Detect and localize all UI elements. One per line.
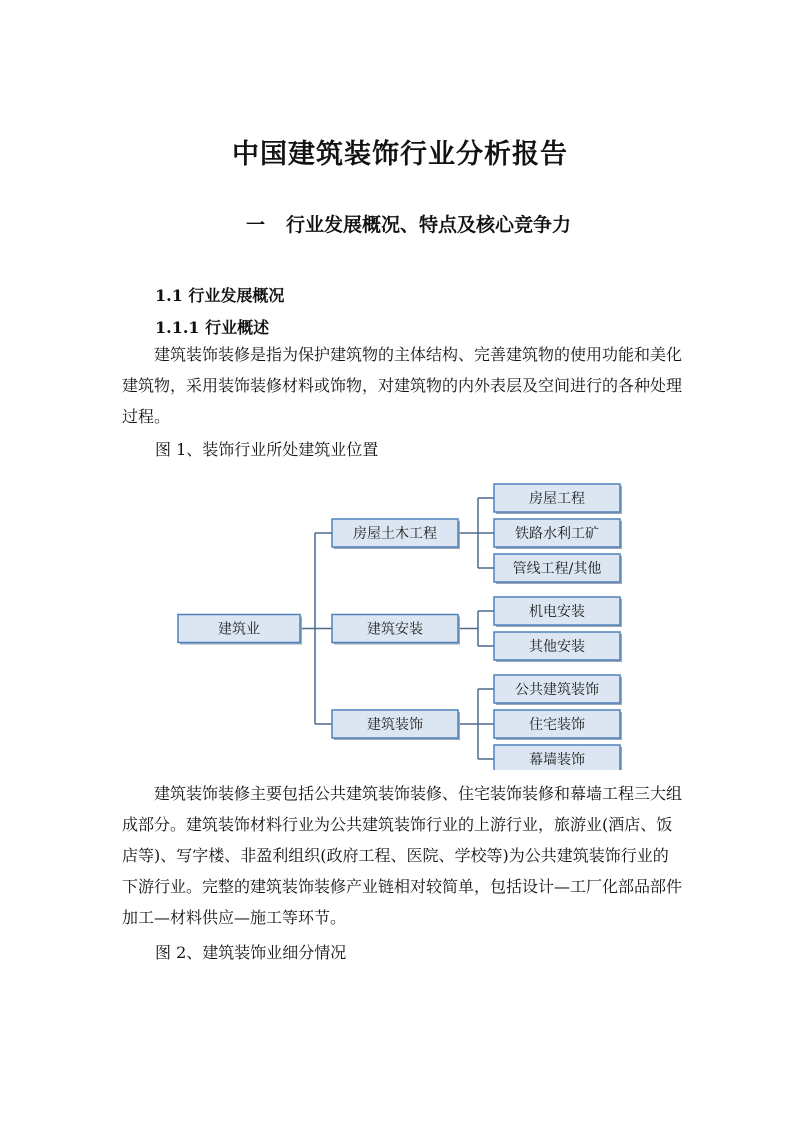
root-box (178, 615, 302, 645)
paragraph-composition: 建筑装饰装修主要包括公共建筑装饰装修、住宅装饰装修和幕墙工程三大组成部分。建筑装饰材料行业为公共建筑装饰行业的上游行业，旅游业(酒店、饭店等)、写字楼、非盈利组织(政府工程、医院、学校等)为公共建筑装饰行业的下游行业。完整的建筑装饰装修产业链相对较简单，包括设计—工厂化部品部件加工—材料供应—施工等环节。 (122, 784, 683, 927)
leaf-box (494, 597, 622, 627)
leaf-box (494, 554, 622, 584)
leaf-box (494, 484, 622, 514)
branch-box-label: 房屋土木工程 (353, 526, 437, 542)
section-number: 一 (246, 214, 266, 236)
subsubsection-heading: 1.1.1 行业概述 (155, 318, 270, 337)
branch-box-label: 建筑安装 (367, 621, 423, 638)
leaf-box (494, 675, 622, 705)
leaf-box-label: 机电安装 (529, 604, 585, 620)
section-title: 行业发展概况、特点及核心竞争力 (286, 214, 572, 236)
figure2-caption: 图 2、建筑装饰业细分情况 (155, 943, 347, 962)
industry-position-diagram (160, 470, 640, 770)
leaf-box-label: 住宅装饰 (529, 717, 585, 733)
branch-box (332, 519, 460, 549)
figure1-caption: 图 1、装饰行业所处建筑业位置 (155, 440, 379, 459)
leaf-box-label: 其他安装 (529, 639, 585, 655)
leaf-box (494, 745, 622, 770)
branch-box (332, 710, 460, 740)
leaf-box-label: 幕墙装饰 (529, 752, 585, 768)
branch-box (332, 615, 460, 645)
leaf-box-label: 铁路水利工矿 (515, 526, 599, 542)
section-heading (246, 210, 571, 237)
leaf-box (494, 632, 622, 662)
leaf-box-label: 公共建筑装饰 (515, 682, 599, 698)
leaf-box (494, 519, 622, 549)
branch-box-label: 建筑装饰 (367, 717, 423, 733)
leaf-box-label: 管线工程/其他 (512, 561, 602, 577)
leaf-box-label: 房屋工程 (529, 491, 585, 507)
document-title: 中国建筑装饰行业分析报告 (232, 139, 568, 170)
subsection-heading: 1.1 行业发展概况 (155, 286, 285, 305)
paragraph-overview: 建筑装饰装修是指为保护建筑物的主体结构、完善建筑物的使用功能和美化建筑物，采用装饰装修材料或饰物，对建筑物的内外表层及空间进行的各种处理过程。 (122, 345, 683, 426)
leaf-box (494, 710, 622, 740)
root-box-label: 建筑业 (218, 621, 260, 638)
